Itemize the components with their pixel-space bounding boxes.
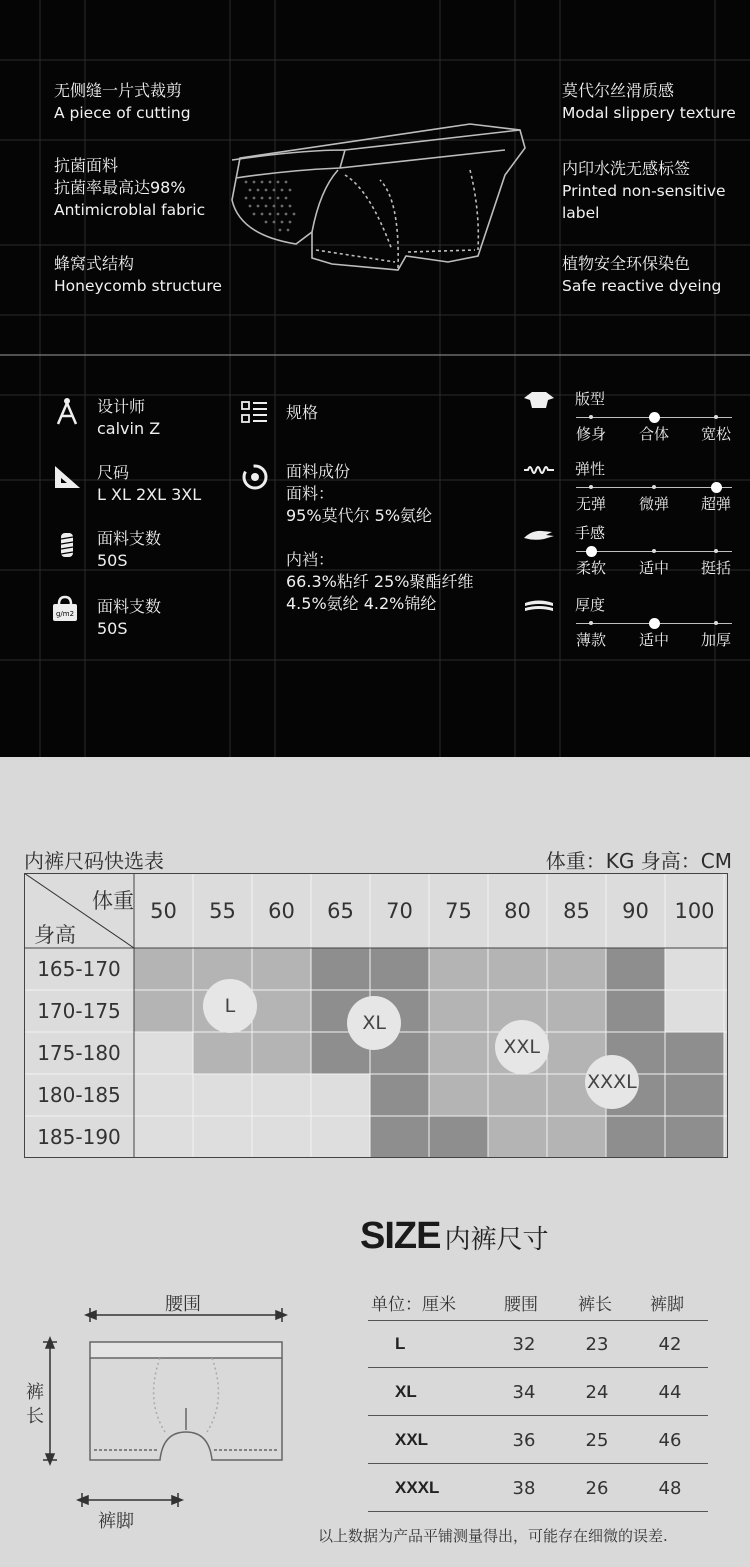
diagram-leg-label: 裤脚 bbox=[98, 1511, 134, 1532]
scale-tick bbox=[589, 415, 593, 419]
size-row-length: 26 bbox=[585, 1478, 609, 1499]
feature-en: Modal slippery texture bbox=[562, 104, 736, 122]
chart-title: 内裤尺码快选表 bbox=[24, 849, 164, 873]
feature-cn: 蜂窝式结构 bbox=[54, 254, 135, 273]
honeycomb-pattern bbox=[245, 181, 296, 232]
size-cell bbox=[134, 1032, 193, 1074]
feature-cn: 植物安全环保染色 bbox=[562, 254, 691, 273]
size-cell bbox=[252, 1032, 311, 1074]
size-cell bbox=[370, 1116, 429, 1158]
crotch-line-1: 66.3%粘纤 25%聚酯纤维 bbox=[286, 572, 474, 591]
weight-header: 70 bbox=[386, 899, 413, 923]
size-cell bbox=[488, 948, 547, 990]
size-cell bbox=[547, 1116, 606, 1158]
compass-icon bbox=[52, 396, 82, 426]
scale-title: 版型 bbox=[575, 390, 606, 408]
feature-en: Printed non-sensitive bbox=[562, 182, 726, 200]
size-cell bbox=[547, 990, 606, 1032]
spec-label: 面料支数 bbox=[97, 597, 162, 616]
size-table-divider bbox=[368, 1415, 708, 1416]
size-cell bbox=[606, 990, 665, 1032]
spec-size bbox=[97, 462, 201, 506]
size-row-leg: 46 bbox=[658, 1430, 682, 1451]
size-cell bbox=[429, 1032, 488, 1074]
feature-cn: 抗菌面料 bbox=[54, 156, 119, 175]
size-row-leg: 48 bbox=[658, 1478, 682, 1499]
size-header-unit: 单位：厘米 bbox=[371, 1295, 456, 1315]
size-cell bbox=[134, 1074, 193, 1116]
spec-value: calvin Z bbox=[97, 419, 161, 438]
diagram-length-label-2: 长 bbox=[26, 1406, 44, 1427]
feature-en: Safe reactive dyeing bbox=[562, 277, 722, 295]
spec-composition bbox=[286, 461, 473, 615]
weight-header: 85 bbox=[563, 899, 590, 923]
scale-title: 弹性 bbox=[575, 460, 606, 478]
feature-printed-label bbox=[562, 158, 726, 224]
spec-label: 面料成份 bbox=[286, 462, 351, 481]
weight-header: 55 bbox=[209, 899, 236, 923]
size-cell bbox=[665, 1032, 724, 1074]
size-cell bbox=[370, 948, 429, 990]
scale-option-label: 无弹 bbox=[575, 495, 606, 513]
size-cell bbox=[252, 1116, 311, 1158]
spec-count-2 bbox=[97, 596, 161, 640]
crotch-label: 内裆： bbox=[286, 550, 335, 569]
feature-cn: 莫代尔丝滑质感 bbox=[562, 81, 675, 100]
size-cell bbox=[429, 948, 488, 990]
corner-weight: 体重 bbox=[92, 889, 134, 913]
size-cell bbox=[606, 1116, 665, 1158]
size-cell bbox=[665, 1074, 724, 1116]
spec-label: 尺码 bbox=[97, 463, 130, 482]
scale-selected-marker bbox=[649, 412, 660, 423]
spec-value: 50S bbox=[97, 619, 128, 638]
underwear-illustration bbox=[232, 124, 525, 270]
weight-header: 50 bbox=[150, 899, 177, 923]
size-cell bbox=[134, 948, 193, 990]
size-row-waist: 38 bbox=[512, 1478, 536, 1499]
size-header-leg: 裤脚 bbox=[650, 1295, 684, 1315]
scale-title: 手感 bbox=[575, 524, 606, 542]
scale-tick bbox=[652, 485, 656, 489]
underwear-outline bbox=[90, 1342, 282, 1460]
weight-header: 65 bbox=[327, 899, 354, 923]
diagram-length-label-1: 裤 bbox=[26, 1382, 44, 1403]
height-row-label: 185-190 bbox=[37, 1125, 121, 1149]
size-cell bbox=[488, 1074, 547, 1116]
size-cell bbox=[311, 948, 370, 990]
measurement-diagram bbox=[20, 1300, 320, 1540]
size-cell bbox=[488, 1116, 547, 1158]
ruler-triangle-icon bbox=[52, 462, 82, 492]
scale-title: 厚度 bbox=[575, 596, 606, 614]
size-cell bbox=[252, 1074, 311, 1116]
scale-option-label: 修身 bbox=[575, 425, 606, 443]
scale-tick bbox=[652, 549, 656, 553]
size-row-leg: 44 bbox=[658, 1382, 682, 1403]
size-header-waist: 腰围 bbox=[504, 1295, 538, 1315]
scale-selected-marker bbox=[649, 618, 660, 629]
spec-label: 设计师 bbox=[97, 397, 146, 416]
size-row-waist: 36 bbox=[512, 1430, 536, 1451]
crotch-line-2: 4.5%氨纶 4.2%锦纶 bbox=[286, 594, 437, 613]
size-cell bbox=[311, 1074, 370, 1116]
chart-unit-note: 体重：KG 身高：CM bbox=[545, 849, 732, 873]
weight-header: 75 bbox=[445, 899, 472, 923]
size-cell bbox=[665, 1116, 724, 1158]
fabric-value: 95%莫代尔 5%氨纶 bbox=[286, 506, 433, 525]
size-cell bbox=[665, 948, 724, 990]
spring-icon bbox=[522, 458, 556, 482]
size-table-divider bbox=[368, 1320, 708, 1321]
size-badge: L bbox=[203, 979, 257, 1033]
spec-designer bbox=[97, 396, 160, 440]
weight-icon-text: g/m2 bbox=[55, 610, 75, 618]
size-cell bbox=[606, 948, 665, 990]
feature-modal bbox=[562, 80, 736, 124]
spec-count-1 bbox=[97, 528, 161, 572]
size-row-length: 25 bbox=[585, 1430, 609, 1451]
height-row-label: 165-170 bbox=[37, 957, 121, 981]
feature-section bbox=[0, 0, 750, 757]
size-heading-sub: 内裤尺寸 bbox=[444, 1225, 549, 1255]
size-cell bbox=[370, 1074, 429, 1116]
size-cell bbox=[193, 1032, 252, 1074]
feature-en: A piece of cutting bbox=[54, 104, 191, 122]
size-cell bbox=[311, 1116, 370, 1158]
feature-cn: 内印水洗无感标签 bbox=[562, 159, 691, 178]
size-cell bbox=[134, 1116, 193, 1158]
size-heading bbox=[360, 1215, 548, 1258]
feature-en-2: label bbox=[562, 204, 600, 222]
size-quick-chart bbox=[24, 873, 728, 1158]
height-row-label: 175-180 bbox=[37, 1041, 121, 1065]
size-badge: XXL bbox=[495, 1020, 549, 1074]
layers-icon bbox=[522, 594, 556, 618]
measurement-note: 以上数据为产品平铺测量得出，可能存在细微的误差. bbox=[318, 1527, 668, 1545]
size-cell bbox=[252, 948, 311, 990]
feature-en: Honeycomb structure bbox=[54, 277, 222, 295]
size-row-name: L bbox=[395, 1334, 406, 1353]
feature-en: Antimicroblal fabric bbox=[54, 201, 206, 219]
scale-option-label: 加厚 bbox=[700, 631, 731, 649]
weight-header: 100 bbox=[674, 899, 715, 923]
list-icon bbox=[240, 398, 270, 428]
size-row-waist: 34 bbox=[512, 1382, 536, 1403]
weight-header: 90 bbox=[622, 899, 649, 923]
scale-option-label: 适中 bbox=[638, 559, 669, 577]
size-cell bbox=[193, 1074, 252, 1116]
size-row-waist: 32 bbox=[512, 1334, 536, 1355]
size-cell bbox=[429, 1074, 488, 1116]
scale-tick bbox=[589, 621, 593, 625]
size-cell bbox=[134, 990, 193, 1032]
spec-label: 面料支数 bbox=[97, 529, 162, 548]
spec-value: 50S bbox=[97, 551, 128, 570]
size-row-leg: 42 bbox=[658, 1334, 682, 1355]
scale-option-label: 合体 bbox=[638, 425, 669, 443]
height-row-label: 170-175 bbox=[37, 999, 121, 1023]
scale-option-label: 适中 bbox=[638, 631, 669, 649]
size-badge: XL bbox=[347, 996, 401, 1050]
corner-height: 身高 bbox=[34, 923, 76, 947]
size-header-length: 裤长 bbox=[578, 1295, 612, 1315]
size-table-divider bbox=[368, 1367, 708, 1368]
size-cell bbox=[193, 1116, 252, 1158]
feature-dyeing bbox=[562, 253, 721, 297]
size-cell bbox=[252, 990, 311, 1032]
height-row-label: 180-185 bbox=[37, 1083, 121, 1107]
weight-header: 80 bbox=[504, 899, 531, 923]
scale-option-label: 宽松 bbox=[700, 425, 731, 443]
scale-tick bbox=[589, 485, 593, 489]
scale-selected-marker bbox=[586, 546, 597, 557]
scale-option-label: 超弹 bbox=[700, 495, 731, 513]
size-badge: XXXL bbox=[585, 1055, 639, 1109]
spec-spec-label: 规格 bbox=[286, 403, 319, 422]
size-row-name: XXXL bbox=[395, 1478, 440, 1497]
cycle-icon bbox=[240, 462, 270, 492]
scale-option-label: 柔软 bbox=[575, 559, 606, 577]
weight-icon bbox=[50, 594, 80, 624]
feature-antibacterial bbox=[54, 155, 205, 221]
hand-icon bbox=[522, 522, 556, 546]
spec-value: L XL 2XL 3XL bbox=[97, 485, 202, 504]
size-table-divider bbox=[368, 1463, 708, 1464]
scale-tick bbox=[714, 415, 718, 419]
scale-tick bbox=[714, 621, 718, 625]
feature-honeycomb bbox=[54, 253, 222, 297]
size-cell bbox=[665, 990, 724, 1032]
size-row-length: 23 bbox=[585, 1334, 609, 1355]
scale-option-label: 微弹 bbox=[638, 495, 669, 513]
weight-header: 60 bbox=[268, 899, 295, 923]
scale-selected-marker bbox=[711, 482, 722, 493]
size-table-divider bbox=[368, 1511, 708, 1512]
size-row-length: 24 bbox=[585, 1382, 609, 1403]
feature-cn-2: 抗菌率最高达98% bbox=[54, 178, 186, 197]
feature-cn: 无侧缝一片式裁剪 bbox=[54, 81, 183, 100]
size-row-name: XXL bbox=[395, 1430, 429, 1449]
size-cell bbox=[429, 1116, 488, 1158]
size-heading-big: SIZE bbox=[360, 1215, 441, 1257]
scale-option-label: 挺括 bbox=[700, 559, 731, 577]
feature-one-piece-cut bbox=[54, 80, 191, 124]
fabric-label: 面料： bbox=[286, 484, 335, 503]
scale-tick bbox=[714, 549, 718, 553]
diagram-waist-label: 腰围 bbox=[165, 1294, 201, 1315]
scale-option-label: 薄款 bbox=[575, 631, 606, 649]
fit-icon bbox=[522, 388, 556, 412]
size-cell bbox=[547, 948, 606, 990]
size-row-name: XL bbox=[395, 1382, 417, 1401]
thread-spool-icon bbox=[52, 530, 82, 560]
size-cell bbox=[429, 990, 488, 1032]
